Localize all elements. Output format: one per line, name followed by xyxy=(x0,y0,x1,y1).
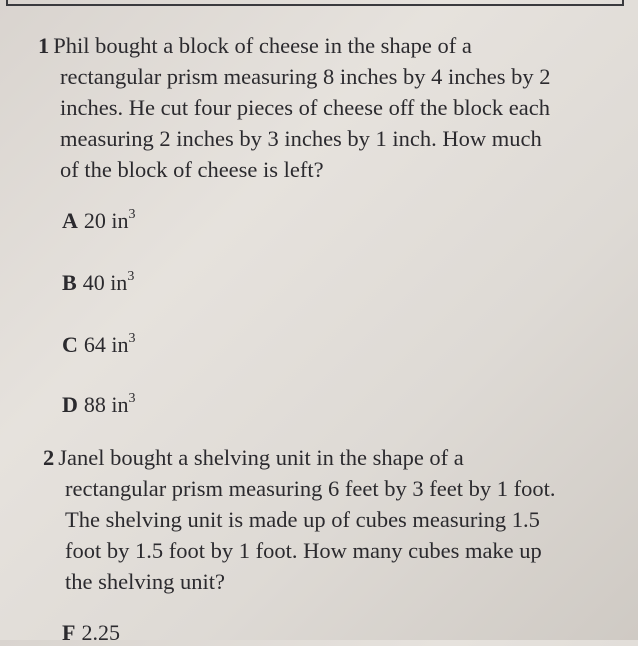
question-1-line-3: inches. He cut four pieces of cheese off the block each xyxy=(60,95,550,120)
page-border xyxy=(6,0,624,6)
choice-value: 20 in xyxy=(83,208,129,233)
question-2-line-3: The shelving unit is made up of cubes measuring 1.5 xyxy=(65,507,540,532)
choice-exponent: 3 xyxy=(128,330,136,346)
question-number: 2 xyxy=(43,445,55,470)
question-1-line-2: rectangular prism measuring 8 inches by 4 inches by 2 xyxy=(60,64,551,89)
question-2 xyxy=(43,442,633,597)
question-1 xyxy=(38,30,628,185)
question-2-line-4: foot by 1.5 foot by 1 foot. How many cubes make up xyxy=(65,538,542,563)
choice-value: 64 in xyxy=(83,332,129,357)
question-2-line-1: 2 Janel bought a shelving unit in the shape of a xyxy=(43,445,464,470)
answer-choice-a[interactable] xyxy=(62,208,136,234)
choice-exponent: 3 xyxy=(127,268,135,284)
question-2-line-5: the shelving unit? xyxy=(65,569,225,594)
answer-choice-d[interactable] xyxy=(62,392,136,418)
choice-exponent: 3 xyxy=(128,390,136,406)
choice-letter: D xyxy=(62,392,78,417)
choice-letter: A xyxy=(62,208,78,233)
choice-value: 40 in xyxy=(82,270,128,295)
question-1-line-5: of the block of cheese is left? xyxy=(60,157,324,182)
question-1-line-1: 1 Phil bought a block of cheese in the shape of a xyxy=(38,33,472,58)
choice-exponent: 3 xyxy=(128,206,136,222)
question-1-line-4: measuring 2 inches by 3 inches by 1 inch. How much xyxy=(60,126,542,151)
choice-value: 88 in xyxy=(83,392,129,417)
question-2-line-2: rectangular prism measuring 6 feet by 3 feet by 1 foot. xyxy=(65,476,556,501)
choice-value: 2.25 xyxy=(81,620,120,645)
answer-choice-c[interactable] xyxy=(62,332,136,358)
choice-letter: B xyxy=(62,270,77,295)
choice-letter: C xyxy=(62,332,78,357)
choice-letter: F xyxy=(62,620,76,645)
answer-choice-b[interactable] xyxy=(62,270,134,296)
answer-choice-f[interactable] xyxy=(62,620,120,646)
question-number: 1 xyxy=(38,33,50,58)
